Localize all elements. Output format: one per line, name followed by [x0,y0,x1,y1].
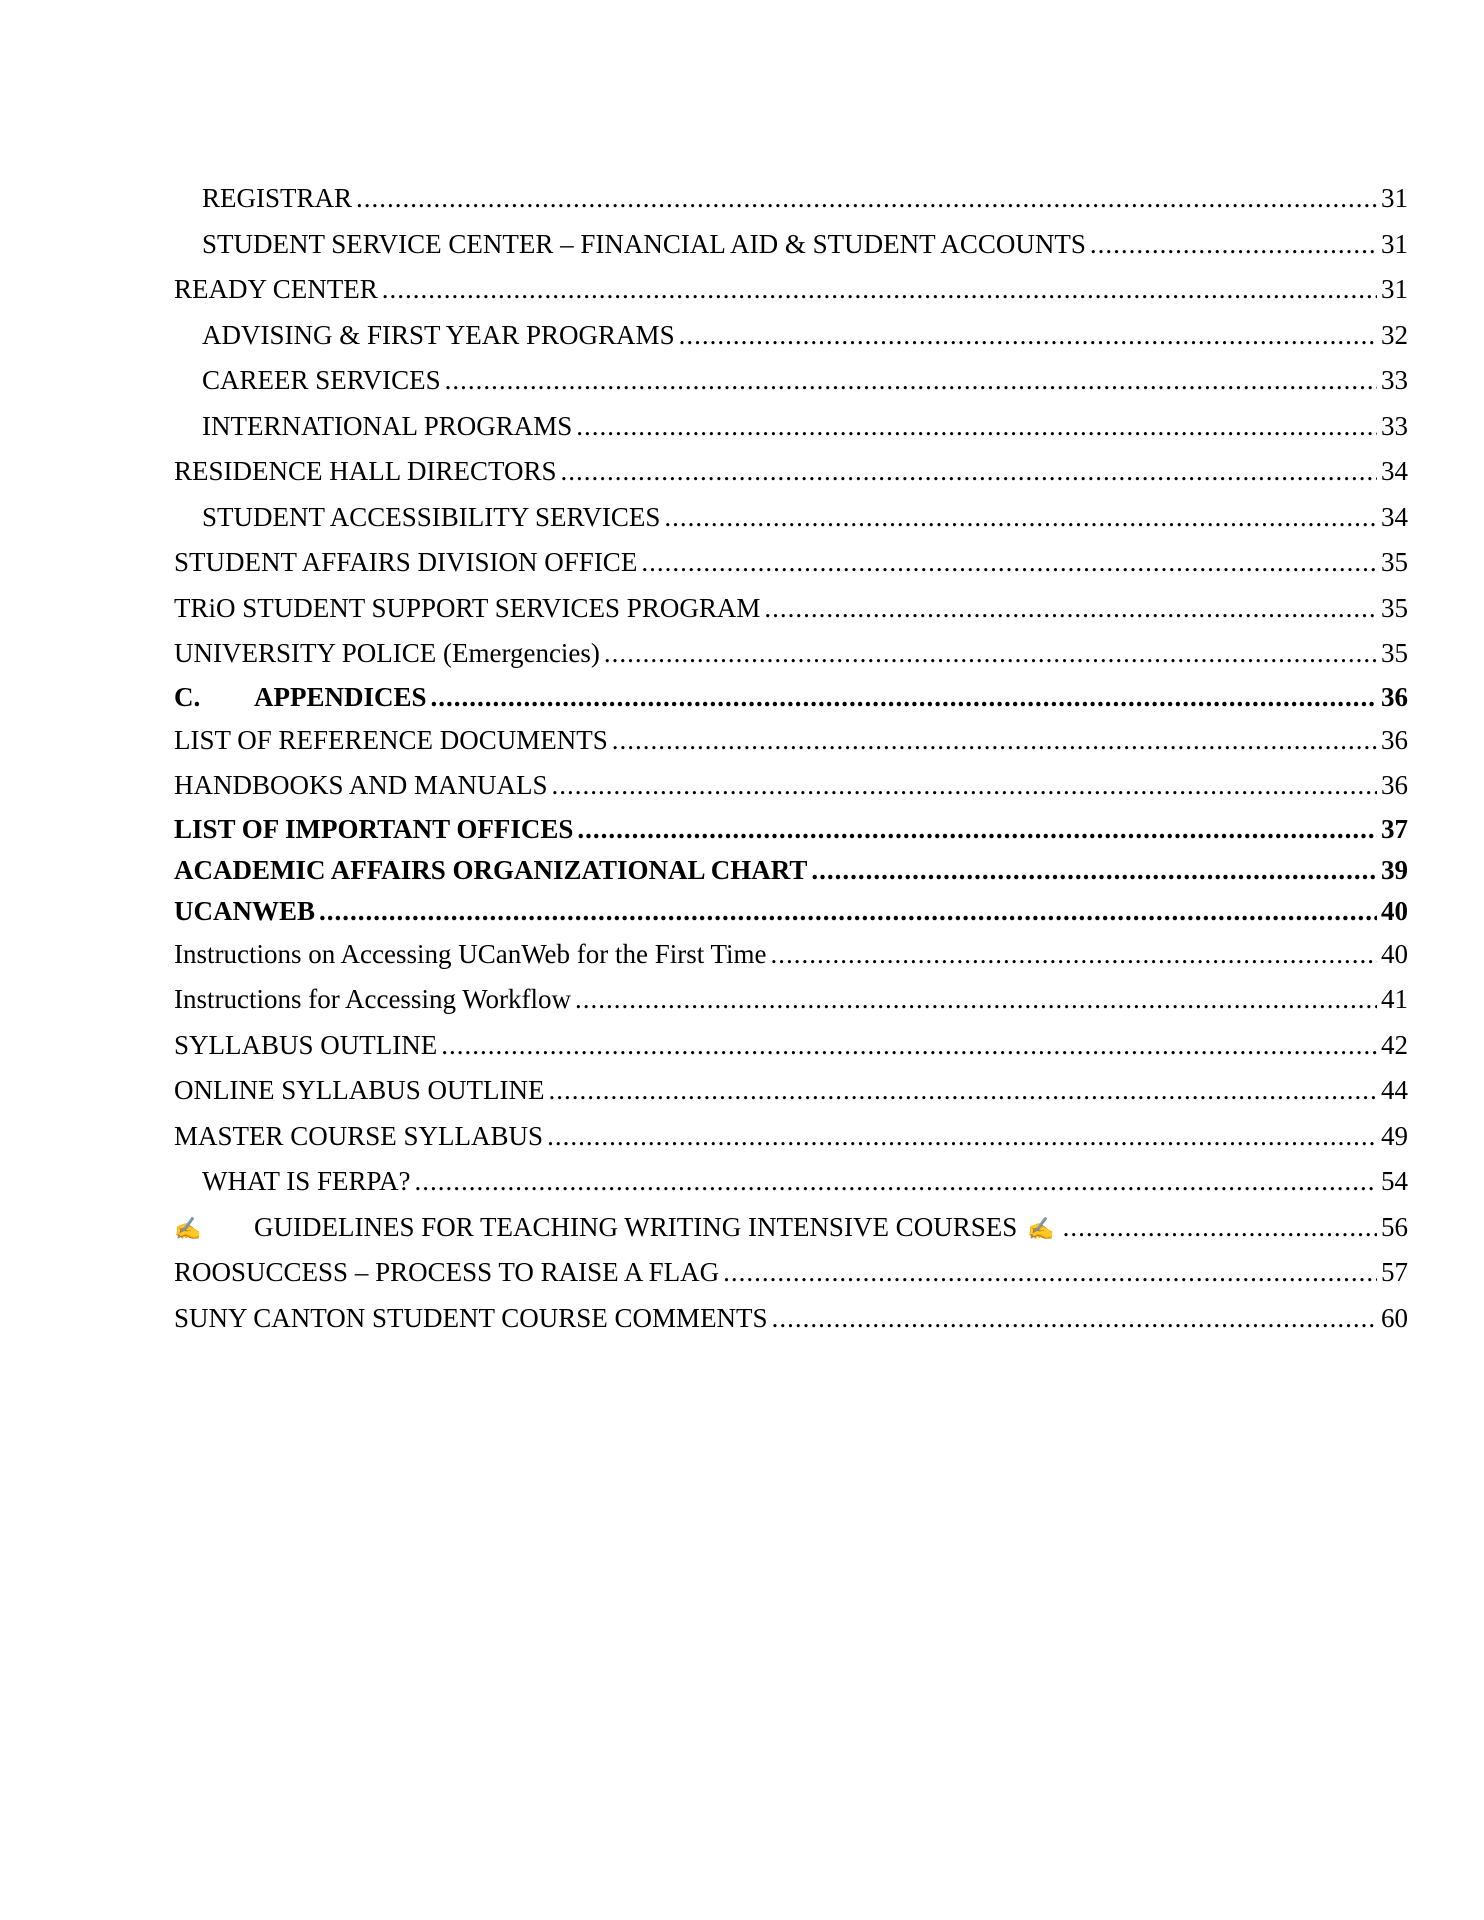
toc-entry-student-affairs-division-office[interactable] [174,540,1408,586]
dot-leader [441,1023,1377,1069]
dot-leader [576,404,1377,450]
toc-entry-title: LIST OF IMPORTANT OFFICES [174,813,574,844]
toc-entry-title: ROOSUCCESS – PROCESS TO RAISE A FLAG [174,1257,720,1287]
toc-page-number: 35 [1381,592,1408,623]
dot-leader [771,932,1377,978]
dot-leader [577,809,1377,850]
toc-entry-title: REGISTRAR [202,183,353,213]
toc-page-number: 60 [1381,1302,1408,1333]
toc-entry-title: Instructions for Accessing Workflow [174,984,572,1014]
toc-entry-title: SYLLABUS OUTLINE [174,1029,438,1060]
dot-leader [356,176,1377,222]
toc-entry-handbooks-and-manuals[interactable] [174,763,1408,809]
toc-page-number: 54 [1381,1166,1408,1196]
toc-entry-master-course-syllabus[interactable] [174,1114,1408,1160]
toc-entry-title: ONLINE SYLLABUS OUTLINE [174,1075,545,1105]
section-title: APPENDICES [254,681,427,712]
toc-page-number: 36 [1381,770,1408,800]
toc-entry-title: CAREER SERVICES [202,365,441,395]
dot-leader [641,540,1377,586]
dot-leader [561,449,1377,495]
toc-page-number: 34 [1381,501,1408,532]
toc-entry-writing-intensive-guidelines[interactable] [174,1205,1408,1251]
dot-leader [772,1296,1377,1342]
toc-entry-title: LIST OF REFERENCE DOCUMENTS [174,724,608,755]
dot-leader [552,763,1377,809]
toc-entry-list-of-important-offices[interactable] [174,809,1408,850]
toc-page-number: 39 [1381,854,1408,885]
toc-page-number: 34 [1381,456,1408,486]
toc-entry-title: STUDENT SERVICE CENTER – FINANCIAL AID & STUDENT ACCOUNTS [202,228,1086,259]
toc-entry-online-syllabus-outline[interactable] [174,1068,1408,1114]
writing-hand-icon: ✍ [1027,1215,1055,1241]
toc-page-number: 57 [1381,1257,1408,1287]
toc-page-number: 35 [1381,638,1408,668]
toc-entry-title: SUNY CANTON STUDENT COURSE COMMENTS [174,1302,768,1333]
dot-leader [319,891,1377,932]
toc-entry-title: MASTER COURSE SYLLABUS [174,1120,544,1151]
toc-entry-title: WHAT IS FERPA? [202,1166,411,1196]
toc-entry-academic-affairs-org-chart[interactable] [174,850,1408,891]
table-of-contents [174,176,1408,1341]
toc-page-number: 42 [1381,1029,1408,1060]
dot-leader [548,1068,1377,1114]
dot-leader [1063,1205,1377,1251]
toc-entry-career-services[interactable] [174,358,1408,404]
writing-hand-icon: ✍ [174,1215,202,1241]
toc-page-number: 31 [1381,274,1408,304]
toc-entry-title: STUDENT ACCESSIBILITY SERVICES [202,501,661,532]
dot-leader [604,631,1377,677]
toc-entry-title: HANDBOOKS AND MANUALS [174,770,548,800]
toc-entry-title: READY CENTER [174,274,378,304]
toc-page-number: 31 [1381,228,1408,259]
toc-entry-title: Instructions on Accessing UCanWeb for the First Time [174,938,767,969]
toc-entry-title [174,1205,1059,1252]
toc-entry-title: INTERNATIONAL PROGRAMS [202,410,573,441]
toc-entry-university-police[interactable] [174,631,1408,677]
toc-entry-title: UCANWEB [174,895,316,926]
section-title: GUIDELINES FOR TEACHING WRITING INTENSIVE COURSES [254,1211,1018,1242]
toc-page-number: 36 [1381,681,1408,712]
toc-entry-advising[interactable] [174,313,1408,359]
dot-leader [547,1114,1377,1160]
toc-entry-title: ADVISING & FIRST YEAR PROGRAMS [202,319,675,350]
toc-entry-ucanweb-first-time[interactable] [174,932,1408,978]
dot-leader [679,313,1377,359]
toc-entry-student-accessibility-services[interactable] [174,495,1408,541]
toc-entry-title: TRiO STUDENT SUPPORT SERVICES PROGRAM [174,592,761,623]
toc-page-number: 49 [1381,1120,1408,1151]
toc-page-number: 44 [1381,1075,1408,1105]
toc-entry-title: UNIVERSITY POLICE (Emergencies) [174,638,600,668]
section-marker: C. [174,681,201,712]
dot-leader [575,977,1377,1023]
toc-entry-what-is-ferpa[interactable] [174,1159,1408,1205]
dot-leader [445,358,1377,404]
toc-page-number: 33 [1381,365,1408,395]
toc-entry-ready-center[interactable] [174,267,1408,313]
toc-entry-trio-program[interactable] [174,586,1408,632]
toc-entry-title: RESIDENCE HALL DIRECTORS [174,456,557,486]
toc-entry-residence-hall-directors[interactable] [174,449,1408,495]
toc-entry-appendices[interactable] [174,677,1408,718]
toc-entry-title [174,677,427,718]
toc-entry-roosuccess[interactable] [174,1250,1408,1296]
toc-page-number: 40 [1381,895,1408,926]
dot-leader [1090,222,1377,268]
toc-page-number: 31 [1381,183,1408,213]
toc-entry-title: STUDENT AFFAIRS DIVISION OFFICE [174,547,638,577]
dot-leader [431,677,1377,718]
toc-entry-accessing-workflow[interactable] [174,977,1408,1023]
dot-leader [415,1159,1377,1205]
toc-page-number: 56 [1381,1211,1408,1242]
toc-entry-student-course-comments[interactable] [174,1296,1408,1342]
toc-page-number: 41 [1381,984,1408,1014]
toc-page-number: 37 [1381,813,1408,844]
toc-entry-ucanweb[interactable] [174,891,1408,932]
toc-entry-syllabus-outline[interactable] [174,1023,1408,1069]
dot-leader [764,586,1377,632]
toc-page-number: 35 [1381,547,1408,577]
toc-entry-international-programs[interactable] [174,404,1408,450]
toc-entry-student-service-center[interactable] [174,222,1408,268]
dot-leader [664,495,1377,541]
toc-page-number: 40 [1381,938,1408,969]
dot-leader [723,1250,1377,1296]
dot-leader [612,718,1377,764]
toc-entry-title: ACADEMIC AFFAIRS ORGANIZATIONAL CHART [174,854,808,885]
toc-entry-list-of-reference-documents[interactable] [174,718,1408,764]
toc-entry-registrar[interactable] [174,176,1408,222]
dot-leader [811,850,1377,891]
toc-page-number: 33 [1381,410,1408,441]
toc-page-number: 36 [1381,724,1408,755]
dot-leader [382,267,1377,313]
toc-page-number: 32 [1381,319,1408,350]
